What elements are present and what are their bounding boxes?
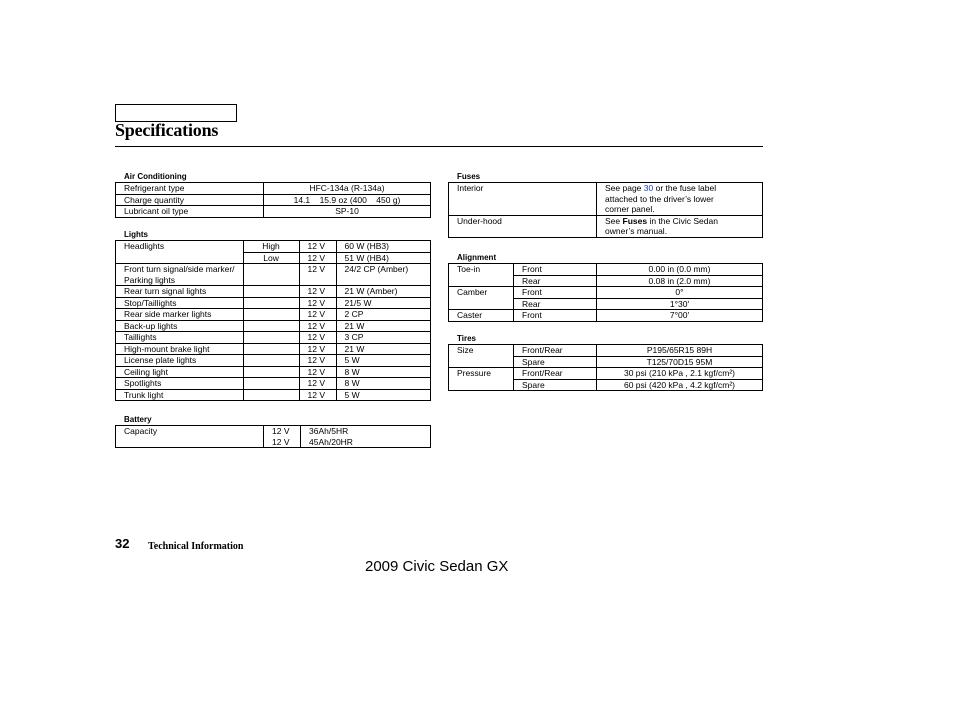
alignment-heading: Alignment <box>457 253 497 262</box>
battery-heading: Battery <box>124 415 152 424</box>
table-row <box>116 378 431 390</box>
table-cell <box>243 309 299 321</box>
table-cell: T125/70D15 95M <box>597 356 763 368</box>
table-cell: Trunk light <box>116 389 244 401</box>
table-row <box>449 215 763 237</box>
table-cell <box>243 355 299 367</box>
table-cell: 5 W <box>336 355 430 367</box>
table-cell: 12 V <box>299 320 336 332</box>
table-cell: Rear <box>514 275 597 287</box>
table-cell: Camber <box>449 287 514 299</box>
table-cell: Stop/Taillights <box>116 297 244 309</box>
table-cell <box>243 366 299 378</box>
table-cell <box>449 298 514 310</box>
table-cell: 0.08 in (2.0 mm) <box>597 275 763 287</box>
fuse-bold-text: Fuses <box>622 215 648 226</box>
table-cell: Front/Rear <box>514 345 597 357</box>
table-cell <box>116 252 244 264</box>
table-row <box>116 366 431 378</box>
battery-volt: 12 V <box>264 437 301 448</box>
table-row <box>449 368 763 380</box>
fuse-text: in the Civic Sedan <box>647 215 718 226</box>
table-cell <box>449 275 514 287</box>
table-cell: Headlights <box>116 241 244 253</box>
battery-volt: 12 V <box>264 426 301 437</box>
table-cell: 12 V <box>299 252 336 264</box>
table-row <box>116 343 431 355</box>
table-cell: 51 W (HB4) <box>336 252 430 264</box>
table-cell: 1°30′ <box>597 298 763 310</box>
table-cell: 8 W <box>336 366 430 378</box>
battery-label: Capacity <box>116 426 264 437</box>
table-cell <box>243 389 299 401</box>
lights-heading: Lights <box>124 230 148 239</box>
fuse-text: owner’s manual. <box>605 226 668 236</box>
table-cell: Front turn signal/side marker/ <box>116 264 244 275</box>
table-cell: 0.00 in (0.0 mm) <box>597 264 763 276</box>
fuse-label: Interior <box>449 183 597 216</box>
page-title: Specifications <box>115 120 219 140</box>
alignment-table <box>448 263 763 322</box>
table-cell <box>243 264 299 275</box>
fuse-underhood-value <box>597 215 763 237</box>
table-cell: Toe-in <box>449 264 514 276</box>
table-cell: 12 V <box>299 264 336 275</box>
table-row <box>116 309 431 321</box>
tires-heading: Tires <box>457 334 476 343</box>
table-cell: 5 W <box>336 389 430 401</box>
table-cell <box>243 286 299 298</box>
table-cell: 60 psi (420 kPa , 4.2 kgf/cm²) <box>597 379 763 391</box>
ac-label: Refrigerant type <box>116 183 264 195</box>
table-cell: Spare <box>514 379 597 391</box>
table-cell: P195/65R15 89H <box>597 345 763 357</box>
fuse-label: Under-hood <box>449 215 597 237</box>
table-cell: 60 W (HB3) <box>336 241 430 253</box>
table-row <box>116 332 431 344</box>
table-cell: 12 V <box>299 355 336 367</box>
table-cell <box>243 332 299 344</box>
table-row <box>116 426 431 437</box>
table-cell: 12 V <box>299 241 336 253</box>
page-link[interactable]: 30 <box>643 183 654 193</box>
fuse-interior-value <box>597 183 763 216</box>
table-row <box>449 287 763 299</box>
table-row <box>449 298 763 310</box>
ac-value: SP-10 <box>264 206 431 218</box>
table-cell: Front <box>514 287 597 299</box>
table-cell: 12 V <box>299 366 336 378</box>
table-row <box>116 320 431 332</box>
table-cell: Rear turn signal lights <box>116 286 244 298</box>
table-cell: 2 CP <box>336 309 430 321</box>
table-cell <box>336 275 430 286</box>
ac-label: Lubricant oil type <box>116 206 264 218</box>
table-cell <box>449 379 514 391</box>
table-row <box>116 275 431 286</box>
table-cell: 12 V <box>299 286 336 298</box>
fuse-text: See <box>605 215 623 226</box>
footer-section: Technical Information <box>148 541 244 552</box>
table-cell: Back-up lights <box>116 320 244 332</box>
table-row <box>116 183 431 195</box>
table-cell: 12 V <box>299 378 336 390</box>
table-cell: 7°00′ <box>597 310 763 322</box>
table-cell: Ceiling light <box>116 366 244 378</box>
table-row <box>449 183 763 216</box>
table-row <box>116 194 431 206</box>
model-caption: 2009 Civic Sedan GX <box>365 558 509 575</box>
fuse-text: corner panel. <box>605 204 655 214</box>
fuses-heading: Fuses <box>457 172 481 181</box>
table-cell <box>299 275 336 286</box>
table-row <box>116 286 431 298</box>
table-cell: Rear <box>514 298 597 310</box>
fuse-text: See page <box>605 183 644 193</box>
table-row <box>449 379 763 391</box>
table-row <box>449 345 763 357</box>
table-row <box>116 355 431 367</box>
air-conditioning-table <box>115 182 431 218</box>
table-cell: Pressure <box>449 368 514 380</box>
fuse-text: attached to the driver’s lower <box>605 193 714 204</box>
table-row <box>449 356 763 368</box>
page-number: 32 <box>115 536 130 551</box>
table-cell <box>243 297 299 309</box>
table-cell: 12 V <box>299 297 336 309</box>
table-cell <box>243 378 299 390</box>
battery-value: 45Ah/20HR <box>301 437 431 448</box>
table-cell <box>243 343 299 355</box>
table-cell: 21/5 W <box>336 297 430 309</box>
table-cell: Taillights <box>116 332 244 344</box>
table-cell: 12 V <box>299 343 336 355</box>
ac-label: Charge quantity <box>116 194 264 206</box>
table-cell: 21 W (Amber) <box>336 286 430 298</box>
table-row <box>116 252 431 264</box>
table-cell: Front/Rear <box>514 368 597 380</box>
table-cell <box>243 275 299 286</box>
table-cell: 21 W <box>336 320 430 332</box>
table-cell: Spare <box>514 356 597 368</box>
table-cell <box>243 320 299 332</box>
table-row <box>449 264 763 276</box>
table-cell: 24/2 CP (Amber) <box>336 264 430 275</box>
table-row <box>116 264 431 275</box>
table-cell: 8 W <box>336 378 430 390</box>
table-cell: Low <box>243 252 299 264</box>
table-cell: 30 psi (210 kPa , 2.1 kgf/cm²) <box>597 368 763 380</box>
table-cell: High-mount brake light <box>116 343 244 355</box>
table-cell: 21 W <box>336 343 430 355</box>
table-cell: 12 V <box>299 332 336 344</box>
fuses-table <box>448 182 763 238</box>
title-rule <box>115 146 763 147</box>
table-cell: License plate lights <box>116 355 244 367</box>
table-cell: Rear side marker lights <box>116 309 244 321</box>
table-cell: 3 CP <box>336 332 430 344</box>
table-cell: 12 V <box>299 389 336 401</box>
table-row <box>116 206 431 218</box>
table-row <box>116 389 431 401</box>
ac-value: 14.1 15.9 oz (400 450 g) <box>264 194 431 206</box>
table-cell: 12 V <box>299 309 336 321</box>
table-row <box>116 297 431 309</box>
table-row <box>116 437 431 448</box>
ac-value: HFC-134a (R-134a) <box>264 183 431 195</box>
table-cell: High <box>243 241 299 253</box>
tires-table <box>448 344 763 391</box>
battery-value: 36Ah/5HR <box>301 426 431 437</box>
table-cell: Caster <box>449 310 514 322</box>
table-cell: Size <box>449 345 514 357</box>
table-cell: Parking lights <box>116 275 244 286</box>
table-row <box>116 241 431 253</box>
battery-label <box>116 437 264 448</box>
table-cell: Spotlights <box>116 378 244 390</box>
table-cell: Front <box>514 264 597 276</box>
table-row <box>449 310 763 322</box>
air-conditioning-heading: Air Conditioning <box>124 172 187 181</box>
table-row <box>449 275 763 287</box>
table-cell <box>449 356 514 368</box>
table-cell: Front <box>514 310 597 322</box>
battery-table <box>115 425 431 448</box>
lights-table <box>115 240 431 401</box>
fuse-text: or the fuse label <box>653 183 717 193</box>
table-cell: 0° <box>597 287 763 299</box>
